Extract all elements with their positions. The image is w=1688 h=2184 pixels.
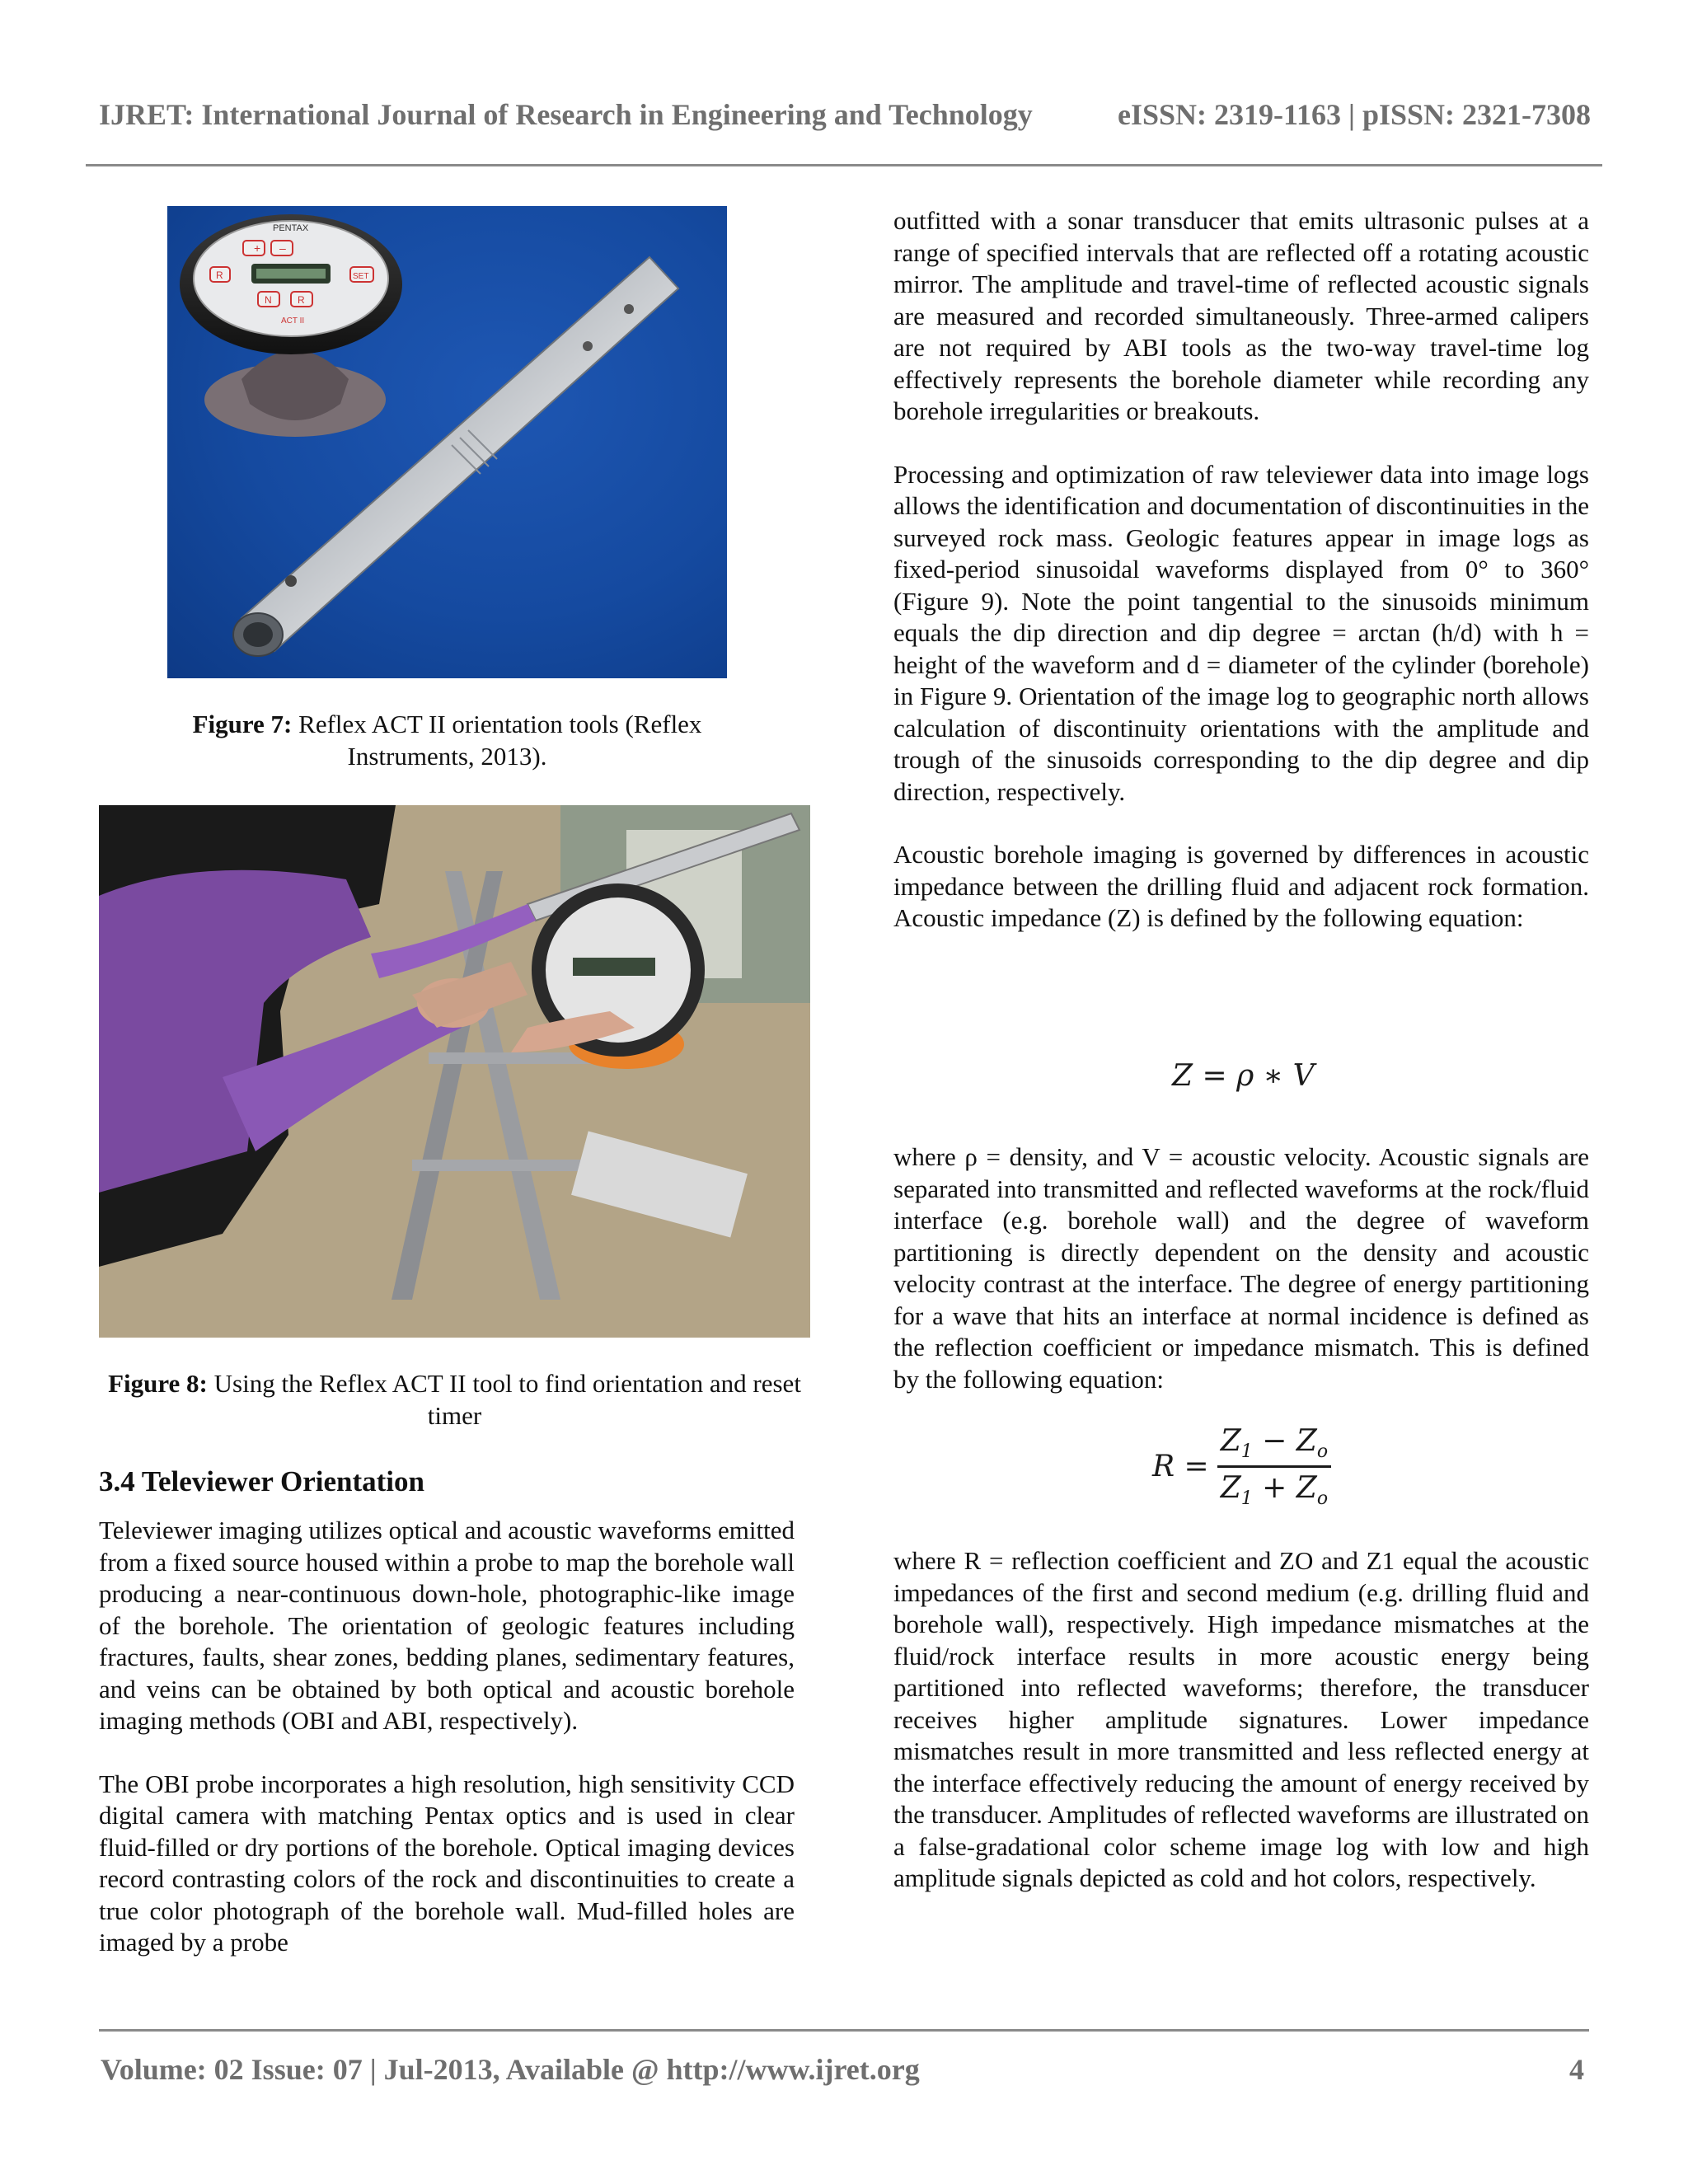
right-column-text-3 — [893, 1545, 1589, 1895]
denominator-plus: + Z — [1252, 1471, 1317, 1506]
equation-2-numerator — [1217, 1424, 1331, 1468]
act-ii-tool-illustration — [167, 206, 727, 678]
page-number: 4 — [1569, 2053, 1584, 2086]
paragraph-reflection-coefficient: where R = reflection coefficient and ZO and Z1 equal the acoustic impedances of the first and second medium (e.g. drilling fluid and borehole wall), respectively. High impedance mismatches at the fluid/rock interface results in more acoustic energy being partitioned into reflected waveforms; therefore, the transducer receives higher amplitude signatures. Lower impedance mismatches result in more transmitted and less reflected energy at the interface effectively reducing the amount of energy received by the transducer. Amplitudes of reflected waveforms are illustrated on a false-gradational color scheme image log with low and high amplitude signals depicted as cold and hot colors, respectively. — [893, 1546, 1589, 1892]
device-button-plus: + — [254, 241, 261, 255]
running-header — [99, 97, 1591, 132]
footer-rule — [99, 2029, 1589, 2032]
equation-2-lhs: R = — [1152, 1450, 1209, 1484]
handheld-unit — [180, 214, 402, 437]
right-column-text-2 — [893, 1141, 1589, 1395]
paragraph-sonar: outfitted with a sonar transducer that emits ultrasonic pulses at a range of specified intervals that are reflected off a rotating acoustic mirror. The amplitude and travel-time of reflected acoustic signals are measured and recorded simultaneously. Three-armed calipers are not required by ABI tools as the two-way travel-time log effectively represents the borehole diameter while recording any borehole irregularities or breakouts. — [893, 206, 1589, 425]
equation-1-lhs: Z — [1172, 1059, 1193, 1093]
device-button-set: SET — [353, 272, 369, 281]
denominator-sub-o: o — [1316, 1488, 1329, 1510]
device-button-r-right: R — [298, 294, 305, 306]
issn-line: eISSN: 2319-1163 | pISSN: 2321-7308 — [1118, 98, 1591, 131]
numerator-sub-1: 1 — [1240, 1441, 1253, 1463]
figure-8-caption-text: Using the Reflex ACT II tool to find orientation and reset timer — [207, 1369, 801, 1430]
journal-title: IJRET: International Journal of Research in Engineering and Technology — [99, 98, 1033, 131]
figure-7-label: Figure 7: — [192, 710, 293, 738]
equation-impedance — [1172, 1059, 1315, 1093]
equation-1-rhs: = ρ ∗ V — [1202, 1059, 1315, 1093]
equation-2-fraction — [1217, 1424, 1331, 1509]
device-button-n: N — [265, 294, 272, 306]
running-footer — [101, 2052, 1584, 2087]
paragraph-processing: Processing and optimization of raw televiewer data into image logs allows the identification and documentation of discontinuities in the surveyed rock mass. Geologic features appear in image logs as fixed-period sinusoidal waveforms displayed from 0° to 360° (Figure 9). Note the point tangential to the sinusoids minimum equals the dip direction and dip degree = arctan (h/d) with h = height of the waveform and d = diameter of the cylinder (borehole) in Figure 9. Orientation of the image log to geographic north allows calculation of discontinuity orientations with the amplitude and trough of the sinusoids corresponding to the dip degree and dip direction, respectively. — [893, 459, 1589, 806]
paragraph-televiewer-intro: Televiewer imaging utilizes optical and acoustic waveforms emitted from a fixed source housed within a probe to map the borehole wall producing a near-continuous down-hole, photographic-like image of the borehole. The orientation of geologic features including fractures, faults, shear zones, bedding planes, sedimentary features, and veins can be obtained by both optical and acoustic borehole imaging methods (OBI and ABI, respectively). — [99, 1516, 795, 1735]
device-button-r-left: R — [216, 269, 223, 281]
device-model-label: ACT II — [281, 316, 305, 326]
equation-reflection-coefficient — [1152, 1424, 1331, 1509]
paragraph-acoustic-imaging: Acoustic borehole imaging is governed by differences in acoustic impedance between the drilling fluid and adjacent rock formation. Acoustic impedance (Z) is defined by the following equation: — [893, 840, 1589, 932]
numerator-minus: − Z — [1252, 1424, 1317, 1458]
figure-8-image — [99, 805, 810, 1338]
denominator-z: Z — [1220, 1471, 1241, 1506]
section-heading: 3.4 Televiewer Orientation — [99, 1465, 424, 1497]
figure-7-caption — [165, 709, 729, 772]
numerator-z: Z — [1220, 1424, 1241, 1458]
paragraph-density-velocity: where ρ = density, and V = acoustic velocity. Acoustic signals are separated into transmitted and reflected waveforms at the rock/fluid interface (e.g. borehole wall) and the degree of waveform partitioning is directly dependent on the density and acoustic velocity contrast at the interface. The degree of energy partitioning for a wave that hits an interface at normal incidence is defined as the reflection coefficient or impedance mismatch. This is defined by the following equation: — [893, 1142, 1589, 1394]
device-button-minus: – — [279, 241, 286, 255]
equation-2-denominator — [1217, 1468, 1331, 1509]
paragraph-obi-probe: The OBI probe incorporates a high resolution, high sensitivity CCD digital camera with matching Pentax optics and is used in clear fluid-filled or dry portions of the borehole. Optical imaging devices record contrasting colors of the rock and discontinuities to create a true color photograph of the borehole wall. Mud-filled holes are imaged by a probe — [99, 1769, 795, 1957]
figure-8-label: Figure 8: — [108, 1369, 208, 1398]
footer-volume-info: Volume: 02 Issue: 07 | Jul-2013, Available @ http://www.ijret.org — [101, 2053, 920, 2086]
device-brand-label: PENTAX — [273, 223, 309, 233]
right-column-text — [893, 205, 1589, 935]
left-column-text — [99, 1515, 795, 1959]
denominator-sub-1: 1 — [1240, 1488, 1253, 1510]
figure-7-image — [167, 206, 727, 678]
figure-7-caption-text: Reflex ACT II orientation tools (Reflex Instruments, 2013). — [292, 710, 702, 771]
field-photo-illustration — [99, 805, 810, 1338]
header-rule — [86, 164, 1602, 166]
figure-8-caption — [95, 1368, 814, 1432]
numerator-sub-o: o — [1316, 1441, 1329, 1463]
